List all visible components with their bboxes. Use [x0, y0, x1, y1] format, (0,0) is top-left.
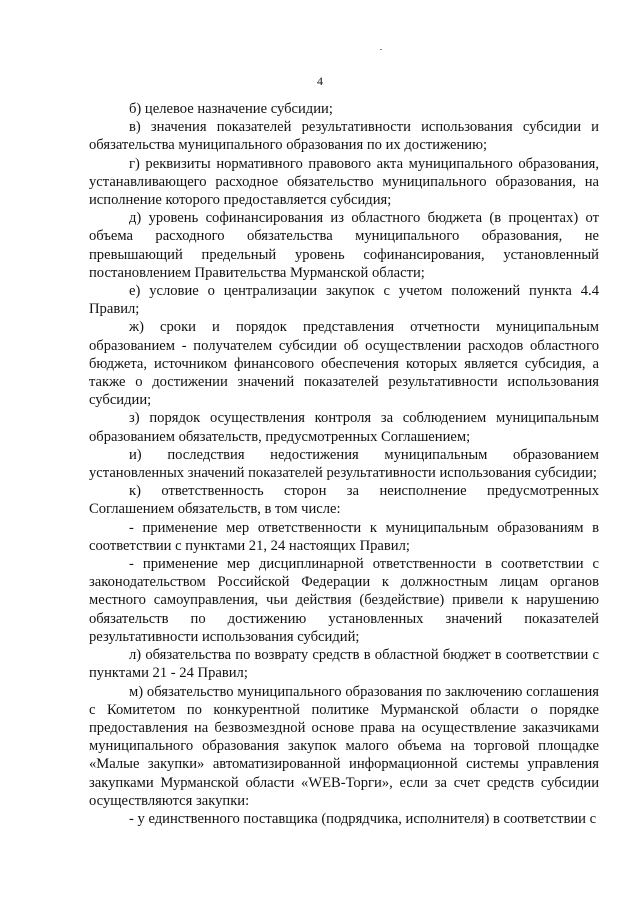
- paragraph-z: з) порядок осуществления контроля за соблюдением муниципальным образованием обязательств, предусмотренных Соглашением;: [89, 410, 599, 445]
- paragraph-g: г) реквизиты нормативного правового акта муниципального образования, устанавливающего расходное обязательство муниципального образования, на исполнение которого предоставляется субсидия;: [89, 155, 599, 209]
- paragraph-b: б) целевое назначение субсидии;: [129, 101, 333, 117]
- list-item-responsibility: - применение мер ответственности к муниципальным образованиям в соответствии с пунктами 21, 24 настоящих Правил;: [89, 519, 599, 554]
- paragraph-k: к) ответственность сторон за неисполнение предусмотренных Соглашением обязательств, в том числе:: [89, 483, 599, 518]
- scan-speck: [380, 49, 382, 50]
- document-body: [89, 100, 599, 828]
- list-item-disciplinary: - применение мер дисциплинарной ответственности в соответствии с законодательством Российской Федерации к должностным лицам органов местного самоуправления, чьи действия (бездействие) привели к нарушению обязательств по достижению установленных значений показателей результативности использования субсидий;: [89, 556, 599, 645]
- paragraph-i: и) последствия недостижения муниципальным образованием установленных значений показателей результативности использования субсидии;: [89, 446, 599, 482]
- paragraph-v: в) значения показателей результативности использования субсидии и обязательства муниципального образования по их достижению;: [89, 119, 599, 154]
- paragraph-zh: ж) сроки и порядок представления отчетности муниципальным образованием - получателем субсидии об осуществлении расходов областного бюджета, источником финансового обеспечения которых является субсидия, а также о достижении значений показателей результативности использования субсидии;: [89, 319, 599, 409]
- paragraph-e: е) условие о централизации закупок с учетом положений пункта 4.4 Правил;: [89, 283, 599, 318]
- page-number: 4: [317, 74, 323, 88]
- list-item-single-supplier: - у единственного поставщика (подрядчика, исполнителя) в соответствии с: [129, 810, 597, 827]
- paragraph-d: д) уровень софинансирования из областного бюджета (в процентах) от объема расходного обязательства муниципального образования, не превышающий предельный уровень софинансирования, установленный постановлением Правительства Мурманской области;: [89, 210, 599, 281]
- paragraph-m: м) обязательство муниципального образования по заключению соглашения с Комитетом по конкурентной политике Мурманской области о порядке предоставления на безвозмездной основе права на осуществление заказчиками муниципального образования закупок малого объема на торговой площадке «Малые закупки» автоматизированной информационной системы управления закупками Мурманской области «WEB-Торги», если за счет средств субсидии осуществляются закупки:: [89, 683, 599, 809]
- paragraph-l: л) обязательства по возврату средств в областной бюджет в соответствии с пунктами 21 - 24 Правил;: [89, 647, 599, 682]
